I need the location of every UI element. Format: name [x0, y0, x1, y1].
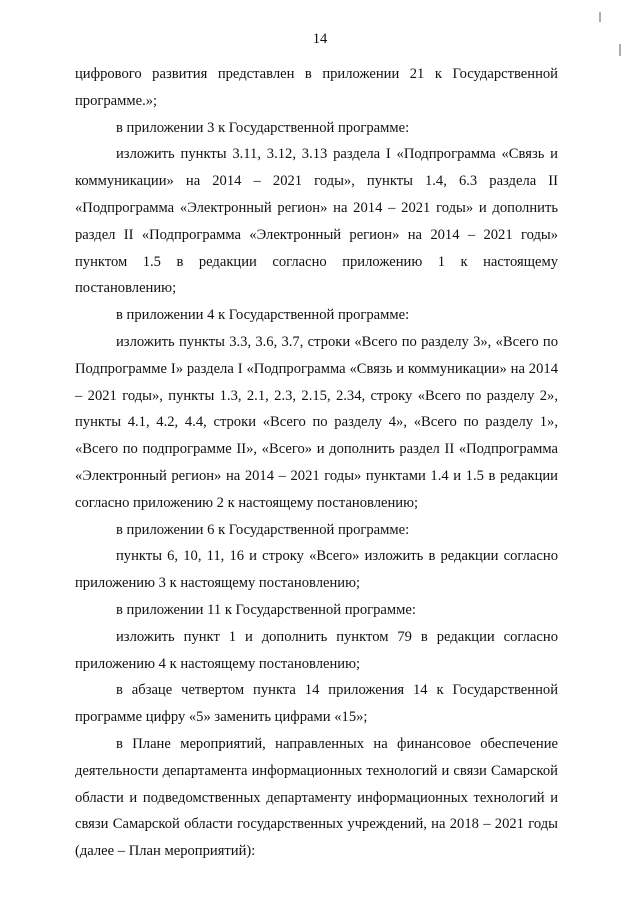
- page-number: 14: [312, 31, 328, 47]
- paragraph-appendix-14-changes: в абзаце четвертом пункта 14 приложения 14 к Государственной программе цифру «5» заменить цифрами «15»;: [75, 682, 558, 726]
- paragraph-appendix-6: в приложении 6 к Государственной программе:: [116, 521, 410, 538]
- scan-artifact: [599, 12, 601, 22]
- paragraph-appendix-4: в приложении 4 к Государственной программе:: [116, 307, 410, 324]
- paragraph-appendix-4-changes: изложить пункты 3.3, 3.6, 3.7, строки «Всего по разделу 3», «Всего по Подпрограмме I» раздела I «Подпрограмма «Связь и коммуникации» на 2014 – 2021 годы», пункты 1.3, 2.1, 2.3, 2.15, 2.34, строку «Всего по разделу 2», пункты 4.1, 4.2, 4.4, строки «Всего по разделу 4», «Всего по разделу 1», «Всего по подпрограмме II», «Всего» и дополнить раздел II «Подпрограмма «Электронный регион» на 2014 – 2021 годы» пунктами 1.4 и 1.5 в редакции согласно приложению 2 к настоящему постановлению;: [75, 333, 558, 511]
- paragraph-appendix-11: в приложении 11 к Государственной программе:: [116, 601, 416, 618]
- document-body: [75, 61, 558, 865]
- paragraph-action-plan: в Плане мероприятий, направленных на финансовое обеспечение деятельности департамента информационных технологий и связи Самарской области и подведомственных департаменту информационных технологий и связи Самарской области государственных учреждений, на 2018 – 2021 годы (далее – План мероприятий):: [75, 735, 558, 860]
- paragraph-continuation: цифрового развития представлен в приложении 21 к Государственной программе.»;: [75, 66, 558, 109]
- paragraph-appendix-6-changes: пункты 6, 10, 11, 16 и строку «Всего» изложить в редакции согласно приложению 3 к настоящему постановлению;: [75, 548, 558, 592]
- paragraph-appendix-3-changes: изложить пункты 3.11, 3.12, 3.13 раздела I «Подпрограмма «Связь и коммуникации» на 2014 – 2021 годы», пункты 1.4, 6.3 раздела II «Подпрограмма «Электронный регион» на 2014 – 2021 годы» и дополнить раздел II «Подпрограмма «Электронный регион» на 2014 – 2021 годы» пунктом 1.5 в редакции согласно приложению 1 к настоящему постановлению;: [75, 146, 558, 297]
- paragraph-appendix-11-changes: изложить пункт 1 и дополнить пунктом 79 в редакции согласно приложению 4 к настоящему постановлению;: [75, 628, 558, 672]
- paragraph-appendix-3: в приложении 3 к Государственной программе:: [116, 119, 410, 136]
